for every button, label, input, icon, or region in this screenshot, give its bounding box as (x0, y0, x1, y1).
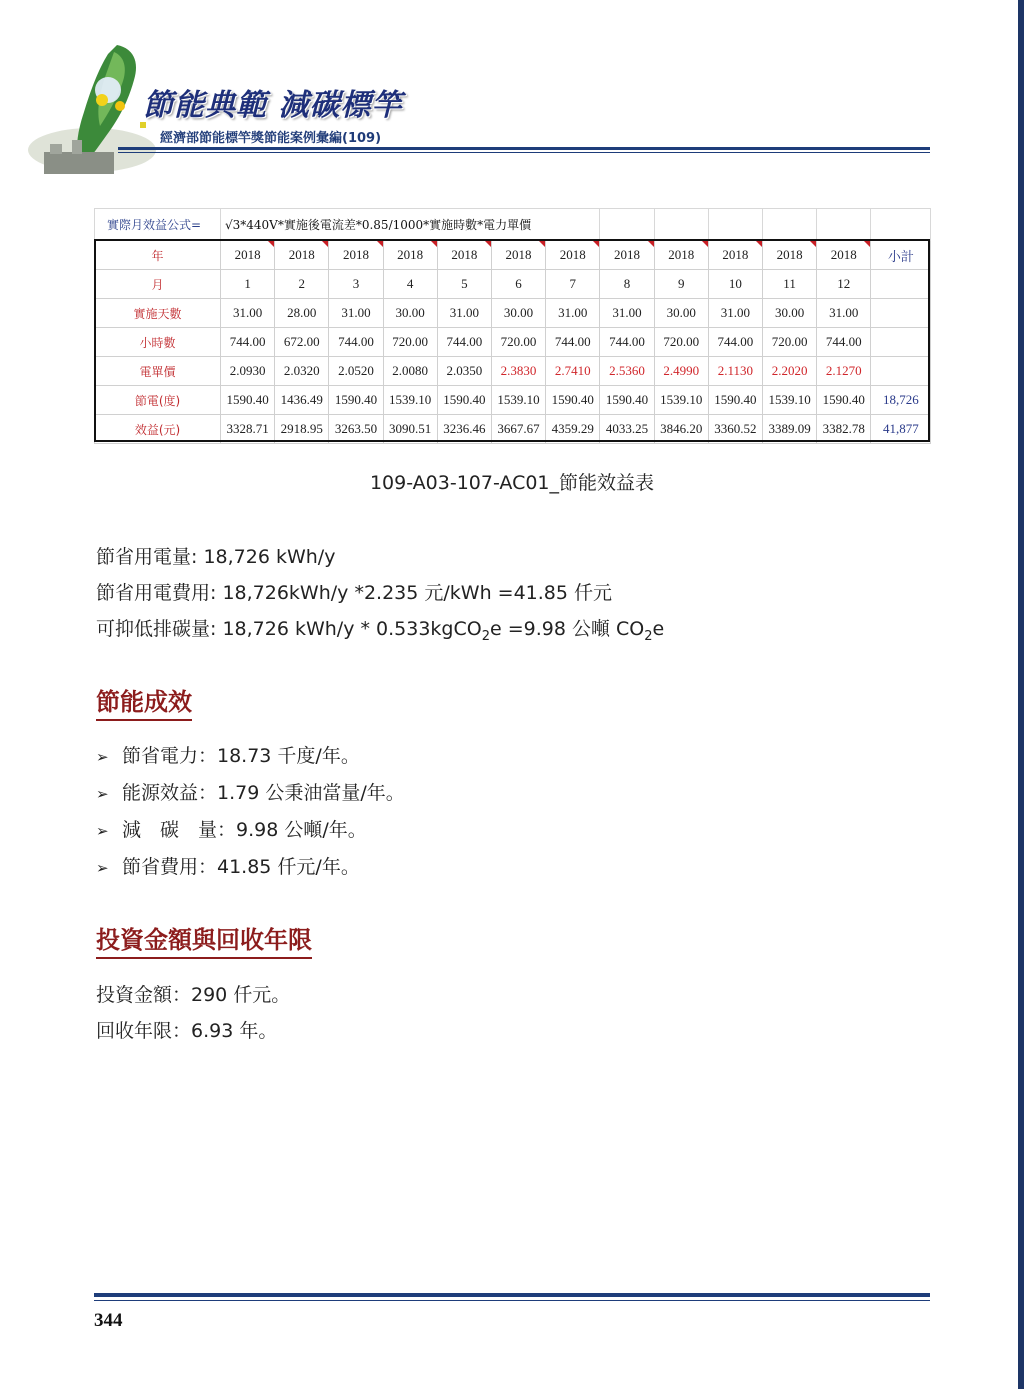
bullet-item (96, 778, 405, 805)
table-cell: 4033.25 (600, 415, 654, 444)
header-subtitle: 經濟部節能標竿獎節能案例彙編(109) (160, 131, 382, 146)
table-cell: 9 (654, 270, 708, 299)
calc-line-3-mid: e =9.98 公噸 CO (489, 618, 645, 640)
table-cell: 1590.40 (708, 386, 762, 415)
table-row (95, 241, 931, 270)
row-label: 實施天數 (95, 299, 221, 328)
row-label: 電單價 (95, 357, 221, 386)
page-edge-bar (1018, 0, 1024, 1389)
table-cell: 2018 (383, 241, 437, 270)
table-cell: 31.00 (600, 299, 654, 328)
calc-line-1: 節省用電量: 18,726 kWh/y (96, 546, 336, 568)
table-cell: 1 (221, 270, 275, 299)
table-cell: 31.00 (546, 299, 600, 328)
table-cell: 10 (708, 270, 762, 299)
table-cell: 3667.67 (491, 415, 545, 444)
header-title: 節能典範 減碳標竿 (143, 88, 403, 123)
table-row (95, 270, 931, 299)
table-cell: 2.7410 (546, 357, 600, 386)
investment-line: 投資金額：290 仟元。 (96, 984, 291, 1006)
total-cell (871, 270, 931, 299)
footer-rule (94, 1293, 930, 1297)
row-label: 月 (95, 270, 221, 299)
table-cell: 720.00 (491, 328, 545, 357)
bullet-item (96, 815, 367, 842)
table-cell: 1590.40 (600, 386, 654, 415)
payback-line: 回收年限：6.93 年。 (96, 1020, 278, 1042)
table-cell: 3236.46 (437, 415, 491, 444)
empty-cell (762, 209, 816, 241)
table-cell: 2.0320 (275, 357, 329, 386)
table-cell: 2.4990 (654, 357, 708, 386)
row-label: 效益(元) (95, 415, 221, 444)
total-cell: 小計 (871, 241, 931, 270)
row-label: 年 (95, 241, 221, 270)
table-cell: 30.00 (762, 299, 816, 328)
table-cell: 744.00 (437, 328, 491, 357)
total-cell (871, 299, 931, 328)
arrow-bullet-icon: ➢ (96, 859, 109, 877)
table-cell: 2.0080 (383, 357, 437, 386)
table-cell: 4 (383, 270, 437, 299)
subscript-2: 2 (644, 628, 653, 644)
row-label: 小時數 (95, 328, 221, 357)
total-cell (871, 328, 931, 357)
bullet-text: 節省費用：41.85 仟元/年。 (122, 856, 360, 878)
table-cell: 2.2020 (762, 357, 816, 386)
table-cell: 2.5360 (600, 357, 654, 386)
table-cell: 2018 (654, 241, 708, 270)
table-cell: 31.00 (817, 299, 871, 328)
table-cell: 2018 (762, 241, 816, 270)
bullet-text: 能源效益：1.79 公秉油當量/年。 (122, 782, 405, 804)
bullet-text: 節省電力：18.73 千度/年。 (122, 745, 360, 767)
table-cell: 720.00 (383, 328, 437, 357)
empty-cell (817, 209, 871, 241)
header-rule (118, 147, 930, 150)
table-row (95, 415, 931, 444)
table-cell: 1539.10 (383, 386, 437, 415)
formula-row (95, 209, 931, 241)
table-cell: 6 (491, 270, 545, 299)
table-cell: 2.1130 (708, 357, 762, 386)
table-row (95, 299, 931, 328)
table-cell: 1539.10 (654, 386, 708, 415)
table-cell: 2.3830 (491, 357, 545, 386)
table-cell: 1539.10 (762, 386, 816, 415)
table-cell: 744.00 (708, 328, 762, 357)
table-cell: 744.00 (817, 328, 871, 357)
table-cell: 2018 (275, 241, 329, 270)
bullet-text: 減 碳 量：9.98 公噸/年。 (122, 819, 367, 841)
table-cell: 744.00 (600, 328, 654, 357)
section-title-results: 節能成效 (96, 682, 192, 721)
table-cell: 744.00 (329, 328, 383, 357)
table-cell: 1590.40 (817, 386, 871, 415)
table-cell: 7 (546, 270, 600, 299)
table-cell: 1590.40 (437, 386, 491, 415)
row-label: 節電(度) (95, 386, 221, 415)
table-cell: 2018 (329, 241, 383, 270)
table-cell: 1590.40 (221, 386, 275, 415)
empty-cell (654, 209, 708, 241)
calc-line-3 (96, 614, 664, 644)
page-number: 344 (94, 1310, 123, 1331)
table-cell: 3090.51 (383, 415, 437, 444)
table-cell: 8 (600, 270, 654, 299)
table-cell: 31.00 (329, 299, 383, 328)
formula-label: 實際月效益公式= (95, 209, 221, 241)
table-cell: 744.00 (221, 328, 275, 357)
table-cell: 5 (437, 270, 491, 299)
table-cell: 2918.95 (275, 415, 329, 444)
empty-cell (600, 209, 654, 241)
table-cell: 2018 (600, 241, 654, 270)
table-cell: 3389.09 (762, 415, 816, 444)
header-rule-thin (118, 152, 930, 153)
table-cell: 3263.50 (329, 415, 383, 444)
table-cell: 2018 (546, 241, 600, 270)
calc-line-2: 節省用電費用: 18,726kWh/y *2.235 元/kWh =41.85 仟元 (96, 582, 612, 604)
table-cell: 4359.29 (546, 415, 600, 444)
table-cell: 2018 (221, 241, 275, 270)
table-cell: 1590.40 (329, 386, 383, 415)
table-row (95, 357, 931, 386)
bullet-item (96, 741, 360, 768)
calc-line-3-prefix: 可抑低排碳量: 18,726 kWh/y * 0.533kgCO (96, 618, 482, 640)
section-title-investment: 投資金額與回收年限 (96, 920, 312, 959)
table-cell: 30.00 (491, 299, 545, 328)
savings-table (94, 208, 931, 444)
empty-cell (871, 209, 931, 241)
table-row (95, 328, 931, 357)
table-cell: 1539.10 (491, 386, 545, 415)
empty-cell (708, 209, 762, 241)
table-cell: 12 (817, 270, 871, 299)
arrow-bullet-icon: ➢ (96, 785, 109, 803)
table-cell: 2018 (817, 241, 871, 270)
arrow-bullet-icon: ➢ (96, 822, 109, 840)
table-cell: 720.00 (762, 328, 816, 357)
table-cell: 3 (329, 270, 383, 299)
table-cell: 720.00 (654, 328, 708, 357)
table-cell: 28.00 (275, 299, 329, 328)
table-cell: 31.00 (221, 299, 275, 328)
table-cell: 1590.40 (546, 386, 600, 415)
table-cell: 11 (762, 270, 816, 299)
table-cell: 2.0350 (437, 357, 491, 386)
table-cell: 3382.78 (817, 415, 871, 444)
total-cell: 18,726 (871, 386, 931, 415)
arrow-bullet-icon: ➢ (96, 748, 109, 766)
table-row (95, 386, 931, 415)
table-cell: 3328.71 (221, 415, 275, 444)
table-cell: 31.00 (708, 299, 762, 328)
table-cell: 2.0930 (221, 357, 275, 386)
table-cell: 2018 (437, 241, 491, 270)
table-cell: 2.1270 (817, 357, 871, 386)
table-caption: 109-A03-107-AC01_節能效益表 (369, 472, 655, 494)
table-cell: 2018 (491, 241, 545, 270)
table-cell: 672.00 (275, 328, 329, 357)
table-cell: 2 (275, 270, 329, 299)
table-cell: 30.00 (654, 299, 708, 328)
subscript-2: 2 (481, 628, 490, 644)
table-cell: 1436.49 (275, 386, 329, 415)
table-cell: 30.00 (383, 299, 437, 328)
formula-value: √3*440V*實施後電流差*0.85/1000*實施時數*電力單價 (221, 209, 600, 241)
table-cell: 3360.52 (708, 415, 762, 444)
table-cell: 2.0520 (329, 357, 383, 386)
table-cell: 744.00 (546, 328, 600, 357)
calc-line-3-suffix: e (652, 618, 665, 640)
table-cell: 3846.20 (654, 415, 708, 444)
total-cell (871, 357, 931, 386)
table-cell: 31.00 (437, 299, 491, 328)
footer-rule-thin (94, 1300, 930, 1301)
bullet-item (96, 852, 360, 879)
total-cell: 41,877 (871, 415, 931, 444)
table-cell: 2018 (708, 241, 762, 270)
